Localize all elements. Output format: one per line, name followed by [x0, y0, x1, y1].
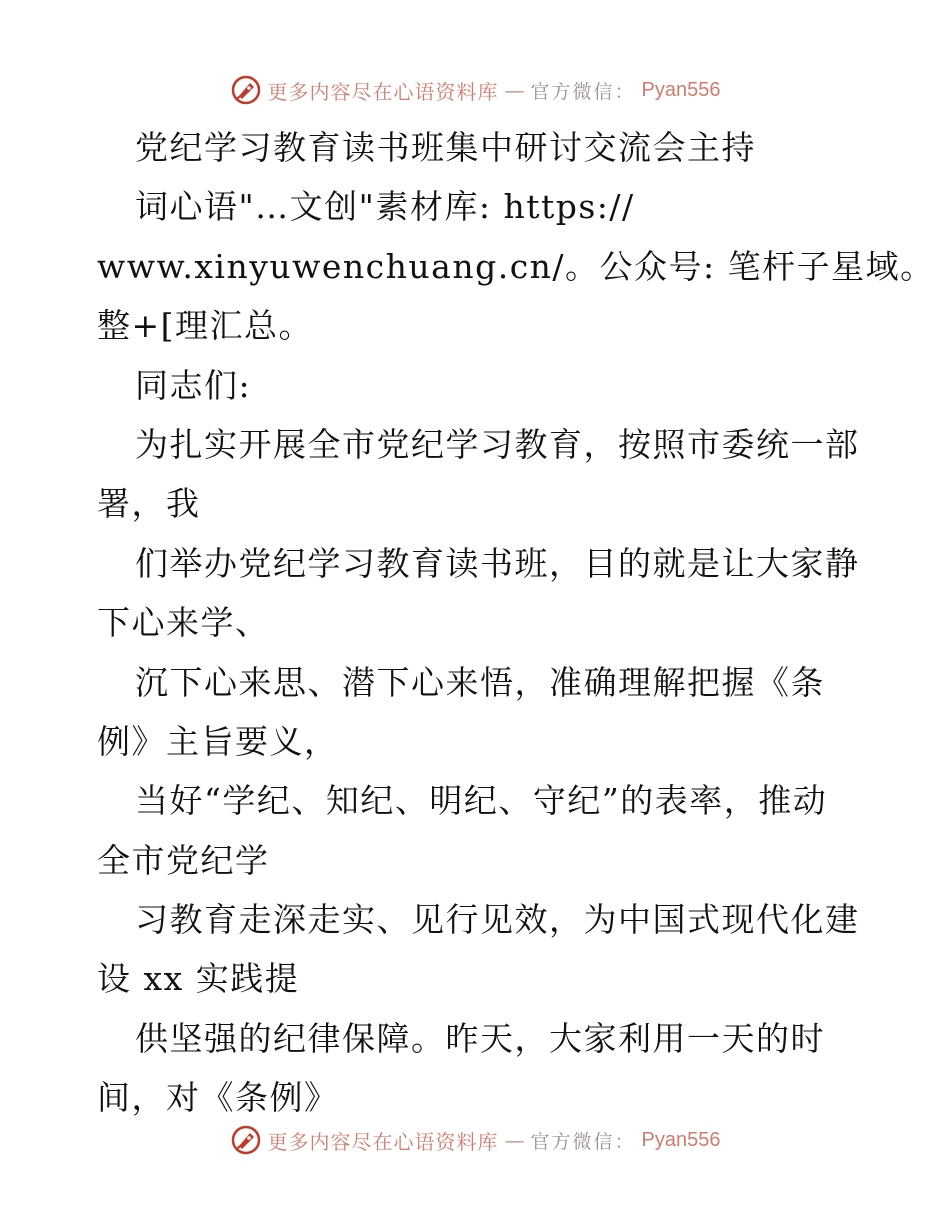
text-line: 全市党纪学 — [97, 840, 270, 880]
text-line: www.xinyuwenchuang.cn/。公众号: 笔杆子星域。 — [97, 246, 935, 286]
text-line: 署，我 — [97, 484, 201, 524]
banner-wechat-id: Pyan556 — [641, 78, 721, 101]
text-line: 们举办党纪学习教育读书班，目的就是让大家静 — [135, 543, 860, 583]
text-line: 设 xx 实践提 — [97, 959, 300, 999]
banner-label: 官方微信： — [530, 80, 636, 103]
banner-separator: — — [504, 1128, 525, 1152]
text-line: 当好“学纪、知纪、明纪、守纪”的表率，推动 — [135, 781, 828, 821]
text-line: 为扎实开展全市党纪学习教育，按照市委统一部 — [135, 424, 860, 464]
banner-text: 更多内容尽在心语资料库 — [267, 79, 499, 104]
banner-separator: — — [504, 78, 525, 102]
pen-nib-logo-icon — [230, 1124, 262, 1156]
text-line: 间，对《条例》 — [97, 1078, 339, 1118]
pen-nib-logo-icon — [230, 74, 262, 106]
text-line: 习教育走深走实、见行见效，为中国式现代化建 — [135, 900, 860, 940]
footer-banner — [0, 1120, 950, 1160]
document-body — [97, 118, 935, 1128]
text-line: 同志们: — [135, 365, 252, 405]
text-line: 词心语"…文创"素材库: https:// — [135, 187, 635, 227]
banner-wechat-id: Pyan556 — [641, 1128, 721, 1151]
text-line: 供坚强的纪律保障。昨天，大家利用一天的时 — [135, 1018, 825, 1058]
banner-text: 更多内容尽在心语资料库 — [267, 1129, 499, 1154]
text-line: 党纪学习教育读书班集中研讨交流会主持 — [135, 128, 756, 167]
text-line: 下心来学、 — [97, 603, 270, 643]
header-banner — [0, 70, 950, 110]
text-line: 沉下心来思、潜下心来悟，准确理解把握《条 — [135, 662, 825, 702]
banner-label: 官方微信： — [530, 1130, 636, 1153]
text-line: 例》主旨要义， — [97, 721, 339, 761]
text-line: 整+[理汇总。 — [97, 306, 314, 346]
